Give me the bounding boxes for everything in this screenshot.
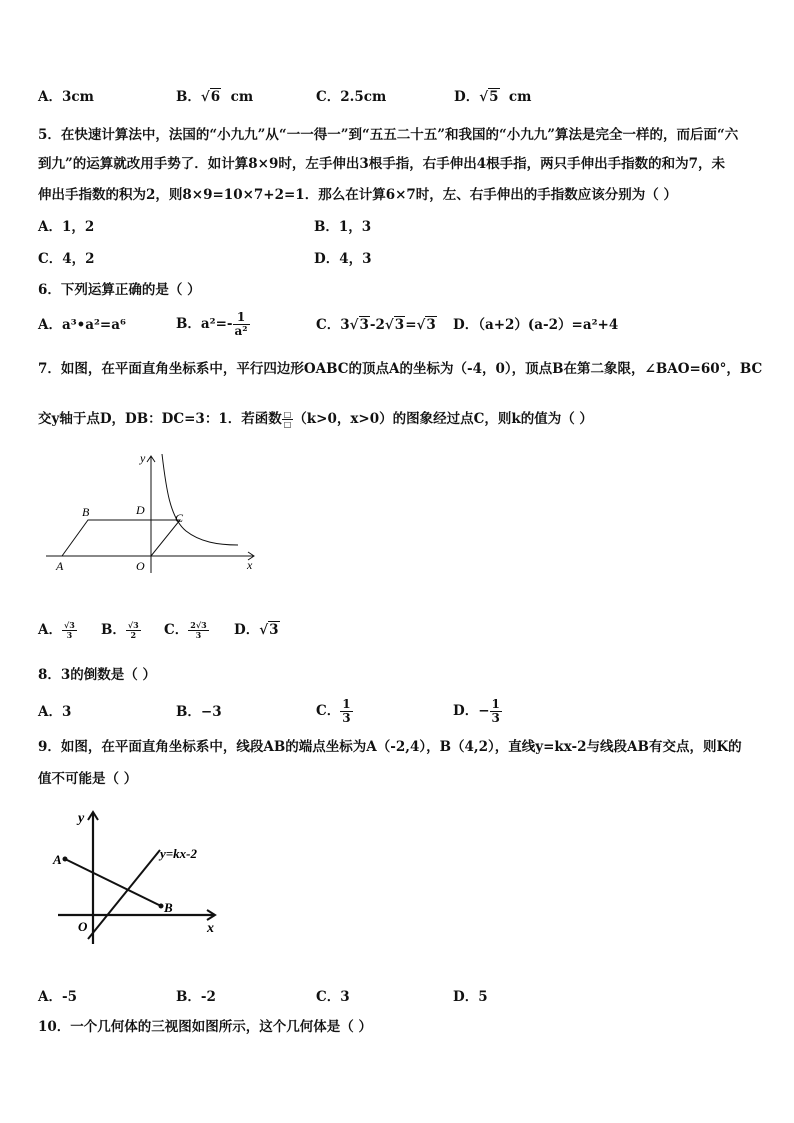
q7-option-a <box>38 616 77 644</box>
q5-option-c: C．4，2 <box>38 251 95 267</box>
point-label-d: D <box>136 503 145 517</box>
q4-option-a: A．3cm <box>38 89 94 105</box>
q9-option-c: C．3 <box>316 989 350 1005</box>
fraction-denominator: 3 <box>66 630 73 640</box>
radicand: 3 <box>359 317 369 333</box>
q6-stem: 6．下列运算正确的是（ ） <box>38 282 201 298</box>
point-b <box>159 904 164 909</box>
parallelogram-oabc <box>62 520 180 556</box>
point-label-b: B <box>82 505 90 519</box>
q9-stem-line2: 值不可能是（ ） <box>38 771 138 787</box>
hyperbola-curve <box>162 454 238 545</box>
q6-option-c-label: C．3 <box>316 317 350 333</box>
fraction <box>188 621 208 640</box>
q4-option-d-label: D． <box>454 89 480 105</box>
q9-option-b: B．-2 <box>176 989 216 1005</box>
q9-option-d: D．5 <box>453 989 488 1005</box>
line-y-kx-2 <box>88 850 160 939</box>
point-label-b: B <box>164 900 173 915</box>
q5-option-b: B．1，3 <box>314 219 372 235</box>
fraction-denominator: a² <box>234 324 248 338</box>
q5-stem-line1: 5．在快速计算法中，法国的“小九九”从“一一得一”到“五五二十五”和我国的“小九九”算法是完全一样的，而后面“六 <box>38 127 739 143</box>
q5-stem-line2: 到九”的运算就改用手势了．如计算8×9时，左手伸出3根手指，右手伸出4根手指，两只手伸出手指数的和为7，未 <box>38 156 726 172</box>
q8-option-d-label: D．− <box>453 703 490 719</box>
q4-option-b-radicand: 6 <box>210 89 221 105</box>
point-a <box>63 857 68 862</box>
q6-option-d: D．（a+2）(a-2）=a²+4 <box>453 317 619 333</box>
point-label-o: O <box>136 559 145 573</box>
q4-option-b <box>176 88 253 106</box>
fraction <box>282 410 294 429</box>
q6-option-c-mid: -2 <box>369 317 385 333</box>
q8-option-b: B．−3 <box>176 704 222 720</box>
fraction <box>233 311 250 338</box>
point-label-o: O <box>78 919 88 934</box>
q6-option-c <box>316 316 437 334</box>
fraction-denominator: □ <box>283 419 292 429</box>
fraction-numerator: √3 <box>63 620 75 630</box>
q7-option-b <box>101 616 141 644</box>
q8-option-c <box>316 692 353 730</box>
q5-stem-line3: 伸出手指数的积为2，则8×9=10×7+2=1．那么在计算6×7时，左、右手伸出的手指数应该分别为（ ） <box>38 187 678 203</box>
q4-option-d-radicand: 5 <box>489 89 499 105</box>
sqrt-symbol: √6 <box>200 89 221 105</box>
q6-option-b <box>176 306 250 342</box>
q4-option-d <box>454 88 531 106</box>
fraction <box>340 698 352 725</box>
sqrt-symbol: √3 <box>416 317 436 333</box>
sqrt-symbol: √3 <box>349 317 369 333</box>
line-label: y=kx-2 <box>160 846 198 861</box>
q5-option-a: A．1，2 <box>38 219 95 235</box>
fraction-denominator: 3 <box>491 711 500 725</box>
q7-option-c-label: C． <box>164 622 189 638</box>
radicand: 3 <box>394 317 405 333</box>
radicand: 3 <box>269 622 279 638</box>
q6-option-a: A．a³•a²=a⁶ <box>38 317 126 333</box>
sqrt-symbol: √5 <box>479 89 499 105</box>
q7-stem-line2 <box>38 404 593 434</box>
q4-option-c: C．2.5cm <box>316 89 387 105</box>
fraction-numerator: √3 <box>127 620 139 630</box>
q7-stem-line1: 7．如图，在平面直角坐标系中，平行四边形OABC的顶点A的坐标为（-4，0），顶点B在第二象限，∠BAO=60°，BC <box>38 361 763 377</box>
sqrt-symbol: √3 <box>259 622 279 638</box>
fraction <box>62 621 77 640</box>
q9-stem-line1: 9．如图，在平面直角坐标系中，线段AB的端点坐标为A（-2,4），B（4,2），直线y=kx-2与线段AB有交点，则K的 <box>38 739 742 755</box>
axis-label-y: y <box>140 451 146 465</box>
q7-option-d-label: D． <box>234 622 260 638</box>
q10-stem: 10．一个几何体的三视图如图所示，这个几何体是（ ） <box>38 1019 372 1035</box>
fraction-denominator: 3 <box>342 711 351 725</box>
q7-option-c <box>164 616 209 644</box>
fraction <box>490 698 502 725</box>
sqrt-symbol: √3 <box>384 317 405 333</box>
q9-figure <box>50 804 225 949</box>
point-label-c: C <box>175 511 184 525</box>
fraction-numerator: 1 <box>491 697 500 711</box>
q7-figure <box>36 448 266 578</box>
fraction-numerator: 2√3 <box>190 620 207 630</box>
axis-label-y: y <box>78 811 85 826</box>
q8-option-d <box>453 692 502 730</box>
q7-option-b-label: B． <box>101 622 126 638</box>
fraction-numerator: 1 <box>233 311 250 325</box>
q9-option-a: A．-5 <box>38 989 77 1005</box>
radicand: 3 <box>426 317 436 333</box>
fraction <box>126 621 141 640</box>
q8-option-a: A．3 <box>38 704 72 720</box>
q4-option-b-unit: cm <box>230 89 254 105</box>
fraction-numerator: □ <box>283 409 292 419</box>
axis-label-x: x <box>247 558 253 572</box>
equals-sign: = <box>405 317 417 333</box>
q7-option-a-label: A． <box>38 622 62 638</box>
q7-stem-line2-part2: （k>0，x>0）的图象经过点C，则k的值为（ ） <box>293 411 593 427</box>
fraction-numerator: 1 <box>342 697 351 711</box>
q4-option-d-unit: cm <box>508 89 532 105</box>
q8-option-c-label: C． <box>316 703 341 719</box>
fraction-denominator: 2 <box>130 630 137 640</box>
fraction-denominator: 3 <box>195 630 202 640</box>
q5-option-d: D．4，3 <box>314 251 372 267</box>
q7-stem-line2-part1: 交y轴于点D，DB：DC=3：1．若函数 <box>38 411 282 427</box>
q7-option-d <box>234 621 280 639</box>
point-label-a: A <box>56 559 64 573</box>
point-label-a: A <box>53 852 62 867</box>
axis-label-x: x <box>207 921 214 936</box>
q6-option-b-label: B．a²=- <box>176 316 233 332</box>
q8-stem: 8．3的倒数是（ ） <box>38 667 156 683</box>
q4-option-b-label: B． <box>176 89 201 105</box>
